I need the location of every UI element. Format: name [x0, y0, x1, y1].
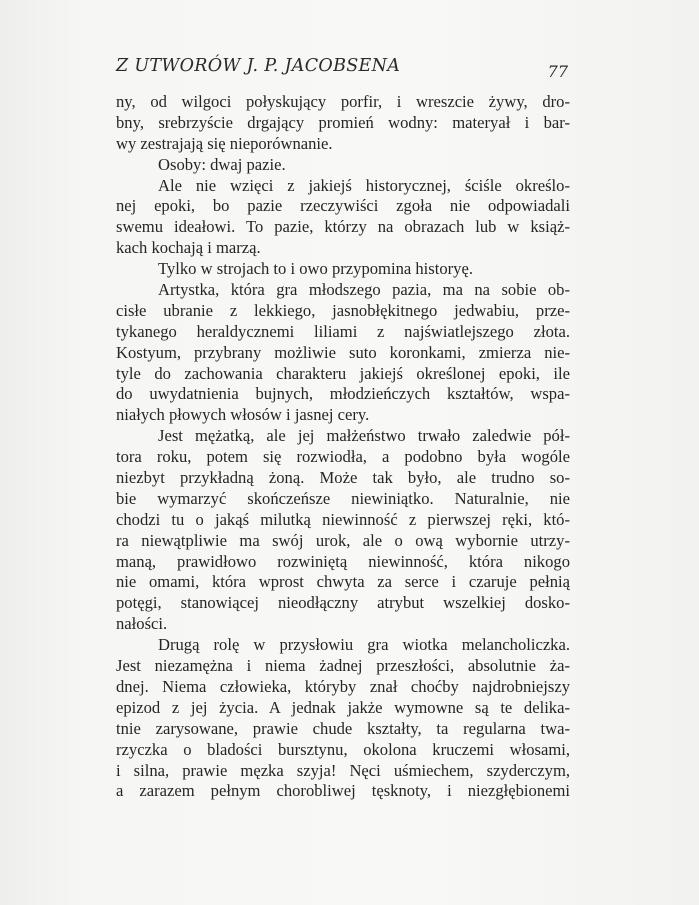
text-line: Osoby: dwaj pazie.: [158, 154, 286, 174]
page-header: [116, 54, 572, 84]
text-line: Jest niezamężna i niema żadnej przeszłości, absolutnie ża-: [116, 656, 570, 676]
body-text: [116, 92, 570, 802]
text-line: tnie zarysowane, prawie chude kształty, ta regularna twa-: [116, 718, 570, 738]
text-line: do uwydatnienia bujnych, młodzieńczych kształtów, wspa-: [116, 384, 570, 404]
text-line: tyle do zachowania charakteru jakiejś określonej epoki, ile: [116, 363, 570, 383]
text-line: nałości.: [116, 614, 168, 634]
text-line: Artystka, która gra młodszego pazia, ma na sobie ob-: [158, 280, 570, 300]
text-line: dnej. Niema człowieka, któryby znał choćby najdrobniejszy: [116, 676, 570, 696]
text-line: niezbyt przykładną żoną. Może tak było, ale trudno so-: [116, 468, 570, 488]
text-line: bie wymarzyć skończeńsze niewiniątko. Naturalnie, nie: [116, 488, 570, 508]
text-line: nej epoki, bo pazie rzeczywiści zgoła nie odpowiadali: [116, 196, 570, 216]
text-line: swemu ideałowi. To pazie, którzy na obrazach lub w książ-: [116, 217, 570, 237]
page-number: 77: [547, 62, 568, 81]
text-line: tora roku, potem się rozwiodła, a podobno była wogóle: [116, 447, 570, 467]
text-line: nie omami, która wprost chwyta za serce i czaruje pełnią: [116, 572, 570, 592]
text-line: bny, srebrzyście drgający promień wodny: materyał i bar-: [116, 112, 570, 132]
text-line: Jest mężatką, ale jej małżeństwo trwało zaledwie pół-: [158, 426, 570, 446]
text-line: potęgi, stanowiącej nieodłączny atrybut wszelkiej dosko-: [116, 593, 570, 613]
text-line: i silna, prawie męzka szyja! Nęci uśmiechem, szyderczym,: [116, 760, 570, 780]
text-line: niałych płowych włosów i jasnej cery.: [116, 405, 370, 425]
text-line: Ale nie wzięci z jakiejś historycznej, ściśle określo-: [158, 175, 570, 195]
text-line: ra niewątpliwie ma swój urok, ale o ową wybornie utrzy-: [116, 530, 570, 550]
text-line: a zarazem pełnym chorobliwej tęsknoty, i niezgłębionemi: [116, 781, 570, 801]
text-line: Kostyum, przybrany możliwie suto koronkami, zmierza nie-: [116, 342, 570, 362]
text-line: Drugą rolę w przysłowiu gra wiotka melancholiczka.: [158, 635, 570, 655]
running-title: Z UTWORÓW J. P. JACOBSENA: [116, 56, 401, 76]
text-line: Tylko w strojach to i owo przypomina historyę.: [158, 259, 473, 279]
text-line: epizod z jej życia. A jednak jakże wymowne są te delika-: [116, 697, 570, 717]
text-line: chodzi tu o jakąś milutką niewinność z pierwszej ręki, któ-: [116, 509, 570, 529]
text-line: cisłe ubranie z lekkiego, jasnobłękitnego jedwabiu, prze-: [116, 300, 570, 320]
text-line: maną, prawidłowo rozwiniętą niewinność, która nikogo: [116, 551, 570, 571]
text-line: kach kochają i marzą.: [116, 238, 261, 258]
text-line: wy zestrajają się nieporównanie.: [116, 133, 333, 153]
text-line: tykanego heraldycznemi liliami z najświatlejszego złota.: [116, 321, 570, 341]
text-line: ny, od wilgoci połyskujący porfir, i wreszcie żywy, dro-: [116, 92, 570, 111]
text-line: rzyczka o bladości bursztynu, okolona kruczemi włosami,: [116, 739, 570, 759]
